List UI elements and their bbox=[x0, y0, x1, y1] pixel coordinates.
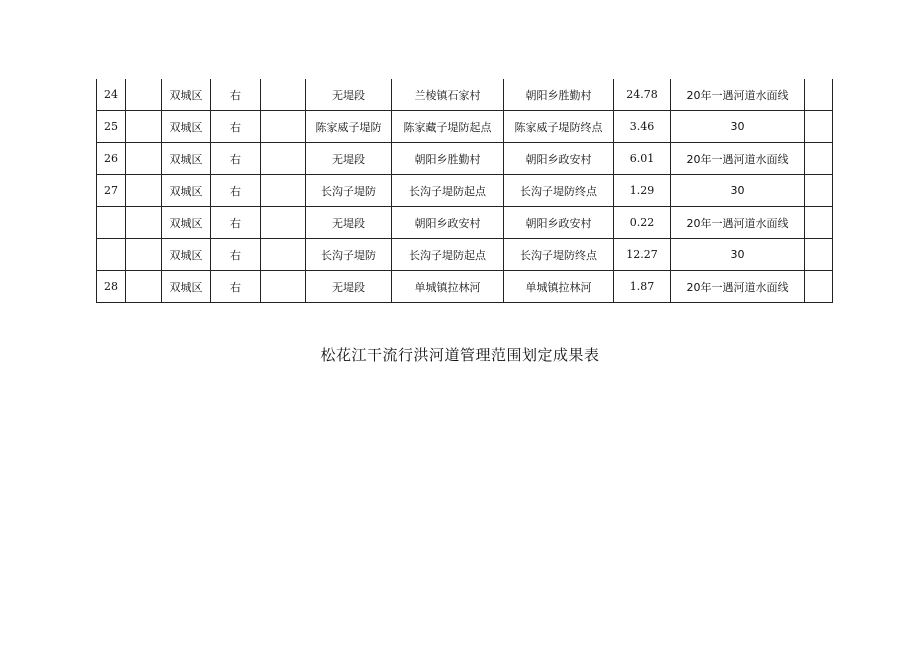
empty-cell bbox=[805, 143, 833, 175]
bank-side-cell: 右 bbox=[211, 207, 261, 239]
levee-table bbox=[96, 79, 833, 303]
start-point-cell: 朝阳乡胜勤村 bbox=[392, 143, 504, 175]
empty-cell bbox=[805, 271, 833, 303]
district-cell: 双城区 bbox=[162, 175, 211, 207]
bank-side-cell: 右 bbox=[211, 111, 261, 143]
levee-segment-cell: 无堤段 bbox=[306, 207, 392, 239]
length-cell: 0.22 bbox=[614, 207, 671, 239]
row-number: 28 bbox=[97, 271, 126, 303]
end-point-cell: 朝阳乡政安村 bbox=[504, 207, 614, 239]
empty-cell bbox=[261, 143, 306, 175]
row-number: 26 bbox=[97, 143, 126, 175]
levee-segment-cell: 陈家威子堤防 bbox=[306, 111, 392, 143]
levee-segment-cell: 无堤段 bbox=[306, 79, 392, 111]
empty-cell bbox=[261, 207, 306, 239]
flood-standard-cell: 30 bbox=[671, 239, 805, 271]
start-point-cell: 兰棱镇石家村 bbox=[392, 79, 504, 111]
flood-standard-cell: 30 bbox=[671, 111, 805, 143]
levee-segment-cell: 无堤段 bbox=[306, 271, 392, 303]
empty-cell bbox=[126, 79, 162, 111]
start-point-cell: 单城镇拉林河 bbox=[392, 271, 504, 303]
row-number: 27 bbox=[97, 175, 126, 207]
end-point-cell: 长沟子堤防终点 bbox=[504, 239, 614, 271]
end-point-cell: 朝阳乡胜勤村 bbox=[504, 79, 614, 111]
table-row bbox=[97, 207, 833, 239]
empty-cell bbox=[126, 207, 162, 239]
end-point-cell: 单城镇拉林河 bbox=[504, 271, 614, 303]
table-body bbox=[97, 79, 833, 303]
district-cell: 双城区 bbox=[162, 239, 211, 271]
empty-cell bbox=[261, 79, 306, 111]
end-point-cell: 朝阳乡政安村 bbox=[504, 143, 614, 175]
empty-cell bbox=[261, 175, 306, 207]
levee-segment-cell: 无堤段 bbox=[306, 143, 392, 175]
row-number: 25 bbox=[97, 111, 126, 143]
district-cell: 双城区 bbox=[162, 271, 211, 303]
table-row bbox=[97, 175, 833, 207]
levee-segment-cell: 长沟子堤防 bbox=[306, 239, 392, 271]
length-cell: 24.78 bbox=[614, 79, 671, 111]
bank-side-cell: 右 bbox=[211, 79, 261, 111]
bank-side-cell: 右 bbox=[211, 175, 261, 207]
end-point-cell: 长沟子堤防终点 bbox=[504, 175, 614, 207]
flood-standard-cell: 20年一遇河道水面线 bbox=[671, 271, 805, 303]
start-point-cell: 陈家藏子堤防起点 bbox=[392, 111, 504, 143]
bank-side-cell: 右 bbox=[211, 271, 261, 303]
start-point-cell: 长沟子堤防起点 bbox=[392, 239, 504, 271]
end-point-cell: 陈家威子堤防终点 bbox=[504, 111, 614, 143]
empty-cell bbox=[805, 79, 833, 111]
table-row bbox=[97, 239, 833, 271]
empty-cell bbox=[805, 111, 833, 143]
flood-standard-cell: 20年一遇河道水面线 bbox=[671, 143, 805, 175]
empty-cell bbox=[126, 175, 162, 207]
table-row bbox=[97, 111, 833, 143]
district-cell: 双城区 bbox=[162, 143, 211, 175]
length-cell: 12.27 bbox=[614, 239, 671, 271]
length-cell: 3.46 bbox=[614, 111, 671, 143]
row-number bbox=[97, 239, 126, 271]
start-point-cell: 朝阳乡政安村 bbox=[392, 207, 504, 239]
table-row bbox=[97, 271, 833, 303]
empty-cell bbox=[805, 175, 833, 207]
district-cell: 双城区 bbox=[162, 79, 211, 111]
document-title: 松花江干流行洪河道管理范围划定成果表 bbox=[320, 346, 600, 364]
length-cell: 6.01 bbox=[614, 143, 671, 175]
row-number: 24 bbox=[97, 79, 126, 111]
table-row bbox=[97, 79, 833, 111]
district-cell: 双城区 bbox=[162, 207, 211, 239]
length-cell: 1.29 bbox=[614, 175, 671, 207]
empty-cell bbox=[261, 239, 306, 271]
empty-cell bbox=[126, 143, 162, 175]
empty-cell bbox=[805, 207, 833, 239]
flood-standard-cell: 20年一遇河道水面线 bbox=[671, 79, 805, 111]
bank-side-cell: 右 bbox=[211, 143, 261, 175]
district-cell: 双城区 bbox=[162, 111, 211, 143]
levee-segment-cell: 长沟子堤防 bbox=[306, 175, 392, 207]
length-cell: 1.87 bbox=[614, 271, 671, 303]
empty-cell bbox=[126, 239, 162, 271]
empty-cell bbox=[126, 111, 162, 143]
start-point-cell: 长沟子堤防起点 bbox=[392, 175, 504, 207]
bank-side-cell: 右 bbox=[211, 239, 261, 271]
flood-standard-cell: 20年一遇河道水面线 bbox=[671, 207, 805, 239]
empty-cell bbox=[805, 239, 833, 271]
flood-standard-cell: 30 bbox=[671, 175, 805, 207]
table-row bbox=[97, 143, 833, 175]
empty-cell bbox=[126, 271, 162, 303]
empty-cell bbox=[261, 111, 306, 143]
empty-cell bbox=[261, 271, 306, 303]
row-number bbox=[97, 207, 126, 239]
